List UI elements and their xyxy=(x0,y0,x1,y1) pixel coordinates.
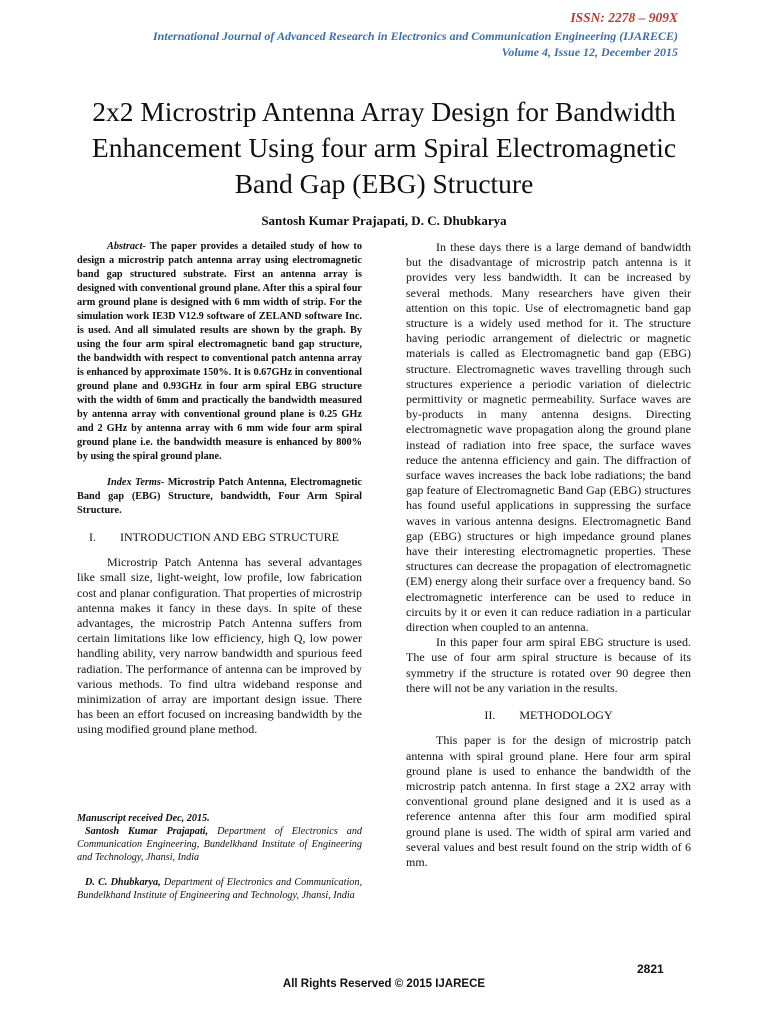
section-heading-intro: I. INTRODUCTION AND EBG STRUCTURE xyxy=(89,530,339,544)
methodology-paragraph: This paper is for the design of microstrip patch antenna with spiral ground plane. Here four arm spiral ground plane is used to enhance the bandwidth of the microstrip patch antenna. In first stage a 2X2 array with conventional ground plane designed and it is used as a reference antenna after this four arm modified spiral ground plane is used. The width of spiral arm varied and several values and best result found on the strip width of 6 mm. xyxy=(406,733,691,869)
abstract-label: Abstract- xyxy=(107,241,146,252)
author1-affiliation: Department of Electronics and Communication Engineering, Bundelkhand Institute of Engineering and Technology, Jhansi, India xyxy=(77,826,363,863)
manuscript-received: Manuscript received Dec, 2015. xyxy=(77,813,210,824)
copyright-footer: All Rights Reserved © 2015 IJARECE xyxy=(282,978,486,990)
spiral-paragraph: In this paper four arm spiral EBG structure is used. The use of four arm spiral structure is because of its symmetry if the structure is rotated over 90 degree then there will not be any variation in the results. xyxy=(406,635,691,695)
abstract xyxy=(77,240,362,464)
author2-footnote xyxy=(77,876,362,902)
footnotes xyxy=(77,812,362,902)
index-terms xyxy=(77,476,362,518)
issn-header: ISSN: 2278 – 909X xyxy=(570,10,678,25)
paper-title: 2x2 Microstrip Antenna Array Design for Bandwidth Enhancement Using four arm Spiral Electromagnetic Band Gap (EBG) Structure xyxy=(91,96,677,199)
right-column xyxy=(406,240,691,870)
ebg-paragraph: In these days there is a large demand of bandwidth but the disadvantage of microstrip patch antenna is it provides very less bandwidth. It can be increased by several methods. Many researchers have given their attention on this topic. Use of electromagnetic band gap structure is a widely used method for it. The structure having periodic arrangement of dielectric or magnetic materials is called as Electromagnetic band gap (EBG) structure. Electromagnetic waves travelling through such structures experience a periodic variation of dielectric permittivity or magnetic permeability. Surface waves are by-products in many antenna designs. Directing electromagnetic wave propagation along the ground plane instead of radiation into free space, the surface waves reduce the antenna efficiency and gain. The diffraction of surface waves increases the back lobe radiations; the band gap feature of Electromagnetic Band Gap (EBG) structures has found useful applications in suppressing the surface waves in various antenna designs. Electromagnetic Band gap (EBG) structures or high impedance ground planes have their interesting electromagnetic properties. These structures can decrease the propagation of electromagnetic (EM) energy along their surface over a frequency band. So electromagnetic interference can be used to reduce in circuits by it or even it can reduce radiation in a particular direction when coupled to an antenna. xyxy=(406,240,691,635)
index-terms-label: Index Terms- xyxy=(107,477,165,488)
section-heading-methodology: II. METHODOLOGY xyxy=(484,708,613,723)
journal-header xyxy=(38,28,678,60)
paper-authors: Santosh Kumar Prajapati, D. C. Dhubkarya xyxy=(261,213,507,228)
author1-name: Santosh Kumar Prajapati, xyxy=(85,826,209,837)
author2-name: D. C. Dhubkarya, xyxy=(85,877,161,888)
page-number: 2821 xyxy=(637,962,664,976)
author1-footnote xyxy=(77,825,362,864)
journal-volume: Volume 4, Issue 12, December 2015 xyxy=(501,45,678,59)
left-column xyxy=(77,240,362,738)
abstract-text: The paper provides a detailed study of how to design a microstrip patch antenna array using electromagnetic band gap structured substrate. First an antenna array is designed with conventional ground plane. After this a spiral four arm ground plane is designed with 6 mm width of strip. For the simulation work IE3D V12.9 software of ZELAND software Inc. is used. And all simulated results are shown by the graph. By using the four arm spiral electromagnetic band gap structure, the bandwidth with respect to conventional patch antenna array is enhanced by approximate 150%. It is 0.67GHz in conventional ground plane and 0.93GHz in four arm spiral EBG structure with the width of 6mm and practically the bandwidth measured by antenna array with conventional ground plane is 0.25 GHz and 2 GHz by antenna array with 6 mm wide four arm spiral ground plane i.e. the bandwidth measure is enhanced by 800% by using the spiral ground plane. xyxy=(77,241,363,462)
index-terms-text: Microstrip Patch Antenna, Electromagnetic Band gap (EBG) Structure, bandwidth, Four Arm Spiral Structure. xyxy=(77,477,362,516)
author2-affiliation: Department of Electronics and Communication, Bundelkhand Institute of Engineering and Technology, Jhansi, India xyxy=(77,877,363,901)
journal-name: International Journal of Advanced Research in Electronics and Communication Engineering (IJARECE) xyxy=(153,29,678,43)
intro-paragraph: Microstrip Patch Antenna has several advantages like small size, light-weight, low profile, low fabrication cost and planar configuration. That properties of microstrip antenna makes it fancy in these days. In spite of these advantages, the microstrip Patch Antenna suffers from certain limitations like low efficiency, high Q, low power handling ability, very narrow bandwidth and spurious feed radiation. The performance of antenna can be improved by various methods. To find ultra wideband response and minimization of array are important design issue. There has been an effort focused on increasing bandwidth by the using modified ground plane method. xyxy=(77,555,362,737)
